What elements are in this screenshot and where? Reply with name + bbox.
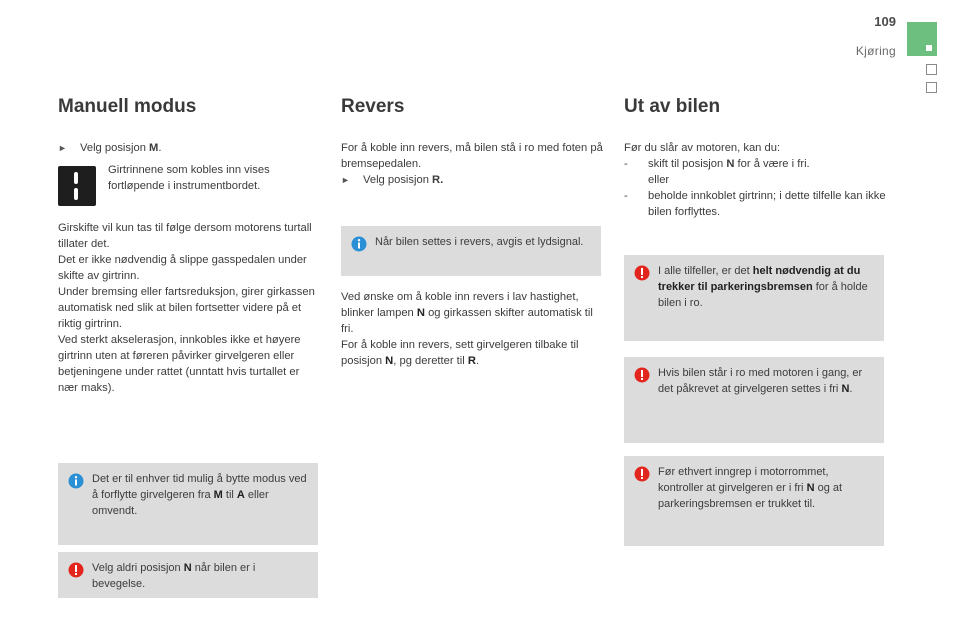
warning-note: Før ethvert inngrep i motorrommet, kontroller at girvelgeren er i fri N og at parkeringsbremsen er trukket til. [624,456,884,546]
square-icon [926,45,932,51]
column-leaving-vehicle [624,92,886,220]
warning-icon [634,265,650,281]
list-item: - skift til posisjon N for å være i fri. [624,158,810,170]
gear-display-text: Girtrinnene som kobles inn vises fortløpende i instrumentbordet. [108,164,270,192]
list-item: - beholde innkoblet girtrinn; i dette tilfelle kan ikke bilen forflyttes. [624,190,886,218]
section-name: Kjøring [855,44,896,58]
body-paragraph: Ved ønske om å koble inn revers i lav hastighet, blinker lampen N og girkassen skifter automatisk til fri. For å koble inn revers, sett girvelgeren tilbake til posisjon N, pg deretter til R. [341,291,593,367]
warning-icon [634,466,650,482]
chapter-tab-empty [926,64,937,75]
info-note: Når bilen settes i revers, avgis et lydsignal. [341,226,601,276]
instruction-bullet: ► Velg posisjon M. [58,142,162,154]
section-title: Manuell modus [58,96,197,117]
info-icon [351,236,367,252]
instruction-bullet: ► Velg posisjon R. [341,174,444,186]
gear-display-row [58,162,320,220]
info-note: Det er til enhver tid mulig å bytte modus ved å forflytte girvelgeren fra M til A eller omvendt. [58,463,318,545]
list-item-or: eller [648,174,670,186]
warning-note: Velg aldri posisjon N når bilen er i bevegelse. [58,552,318,598]
body-paragraph: Girskifte vil kun tas til følge dersom motorens turtall tillater det. Det er ikke nødvendig å slippe gasspedalen under skifte av girtrinn. Under bremsing eller fartsreduksjon, girer girkassen automatisk ned slik at bilen fortsetter videre på et riktig girtrinn. Ved sterkt akselerasjon, innkobles ikke et høyere girtrinn uten at føreren påvirker girvelgeren eller betjeningene under rattet (unntatt hvis turtallet er nær maks). [58,222,315,394]
warning-icon [634,367,650,383]
info-icon [68,473,84,489]
warning-note: Hvis bilen står i ro med motoren i gang, er det påkrevet at girvelgeren settes i fri N. [624,357,884,443]
body-paragraph: Før du slår av motoren, kan du: [624,142,781,154]
warning-note: I alle tilfeller, er det helt nødvendig at du trekker til parkeringsbremsen for å holde bilen i ro. [624,255,884,341]
column-manual-mode [58,92,320,396]
chapter-tab-active [907,22,937,56]
arrow-bullet-icon: ► [58,143,67,153]
section-title: Ut av bilen [624,96,721,117]
section-title: Revers [341,96,405,117]
warning-icon [68,562,84,578]
column-reverse [341,92,603,188]
page-number: 109 [874,14,896,29]
chapter-tab-empty [926,82,937,93]
arrow-bullet-icon: ► [341,175,350,185]
gear-indicator-icon [58,166,96,206]
body-paragraph: For å koble inn revers, må bilen stå i ro med foten på bremsepedalen. [341,142,603,170]
